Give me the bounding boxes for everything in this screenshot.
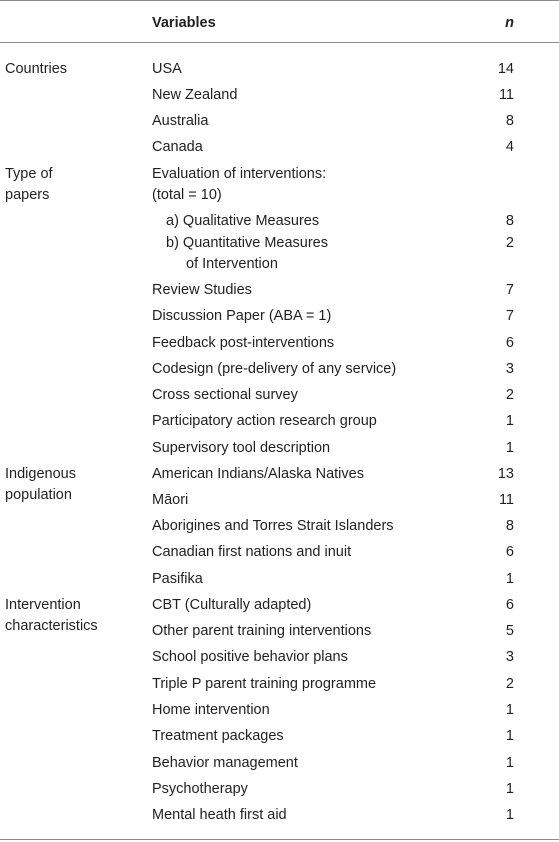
count-value: 2 (505, 235, 514, 251)
table-row (0, 254, 559, 280)
variable-label: Australia (152, 113, 209, 129)
table-row (0, 569, 559, 595)
variable-label: (total = 10) (152, 187, 222, 203)
table-row (0, 647, 559, 673)
header-variables: Variables (152, 15, 216, 31)
table-row (0, 111, 559, 137)
table-row (0, 280, 559, 306)
header-rule (0, 42, 559, 43)
variable-label: b) Quantitative Measures (166, 235, 328, 251)
count-value: 6 (505, 597, 514, 613)
table-row (0, 726, 559, 752)
variable-label: Discussion Paper (ABA = 1) (152, 308, 332, 324)
count-value: 1 (505, 702, 514, 718)
category-label: Type of (5, 166, 53, 182)
variable-label: Canadian first nations and inuit (152, 544, 352, 560)
variable-label: Aborigines and Torres Strait Islanders (152, 518, 394, 534)
count-value: 6 (505, 335, 514, 351)
count-value: 1 (505, 413, 514, 429)
count-value: 3 (505, 361, 514, 377)
variable-label: CBT (Culturally adapted) (152, 597, 312, 613)
table-row (0, 306, 559, 332)
count-value: 1 (505, 781, 514, 797)
count-value: 11 (498, 87, 514, 103)
variable-label: Canada (152, 139, 203, 155)
variable-label: Triple P parent training programme (152, 676, 377, 692)
table-row (0, 137, 559, 163)
variable-label: School positive behavior plans (152, 649, 348, 665)
table-row (0, 753, 559, 779)
category-label: Indigenous (5, 466, 76, 482)
table-row (0, 333, 559, 359)
category-label: characteristics (5, 618, 98, 634)
variable-label: a) Qualitative Measures (166, 213, 320, 229)
category-label: Countries (5, 61, 68, 77)
count-value: 7 (505, 282, 514, 298)
variable-label: Review Studies (152, 282, 252, 298)
category-label: Intervention (5, 597, 81, 613)
table-row (0, 185, 559, 211)
variable-label: Psychotherapy (152, 781, 248, 797)
count-value: 4 (505, 139, 514, 155)
count-value: 7 (505, 308, 514, 324)
variable-label: Cross sectional survey (152, 387, 298, 403)
count-value: 8 (505, 518, 514, 534)
table-row (0, 490, 559, 516)
table-row (0, 59, 559, 85)
count-value: 8 (505, 213, 514, 229)
variable-label: Participatory action research group (152, 413, 377, 429)
variable-label: Feedback post-interventions (152, 335, 335, 351)
count-value: 5 (505, 623, 514, 639)
table-row (0, 621, 559, 647)
count-value: 13 (497, 466, 514, 482)
table-row (0, 779, 559, 805)
variable-label: Other parent training interventions (152, 623, 372, 639)
count-value: 6 (505, 544, 514, 560)
header-n: n (505, 15, 514, 31)
count-value: 1 (505, 571, 514, 587)
table-row (0, 700, 559, 726)
count-value: 1 (505, 755, 514, 771)
table-row (0, 438, 559, 464)
count-value: 8 (505, 113, 514, 129)
bottom-rule (0, 839, 559, 840)
category-label: papers (5, 187, 50, 203)
table-row (0, 85, 559, 111)
count-value: 1 (505, 728, 514, 744)
count-value: 1 (505, 807, 514, 823)
variable-label: Evaluation of interventions: (152, 166, 327, 182)
variable-label: Treatment packages (152, 728, 284, 744)
category-label: population (5, 487, 72, 503)
variable-label: Behavior management (152, 755, 298, 771)
count-value: 11 (498, 492, 514, 508)
count-value: 2 (505, 676, 514, 692)
variable-label: American Indians/Alaska Natives (152, 466, 364, 482)
table-row (0, 516, 559, 542)
table-row (0, 674, 559, 700)
table-row (0, 805, 559, 831)
count-value: 2 (505, 387, 514, 403)
variable-label: USA (152, 61, 182, 77)
table-row (0, 542, 559, 568)
table-row (0, 411, 559, 437)
table-row (0, 359, 559, 385)
variable-label: Mental heath first aid (152, 807, 287, 823)
count-value: 14 (497, 61, 514, 77)
variable-label: Māori (152, 492, 189, 508)
variable-label: Home intervention (152, 702, 270, 718)
count-value: 1 (505, 440, 514, 456)
variable-label: of Intervention (186, 256, 278, 272)
variable-label: Pasifika (152, 571, 203, 587)
variable-label: Codesign (pre-delivery of any service) (152, 361, 397, 377)
table-row (0, 385, 559, 411)
variable-label: Supervisory tool description (152, 440, 331, 456)
variable-label: New Zealand (152, 87, 238, 103)
count-value: 3 (505, 649, 514, 665)
